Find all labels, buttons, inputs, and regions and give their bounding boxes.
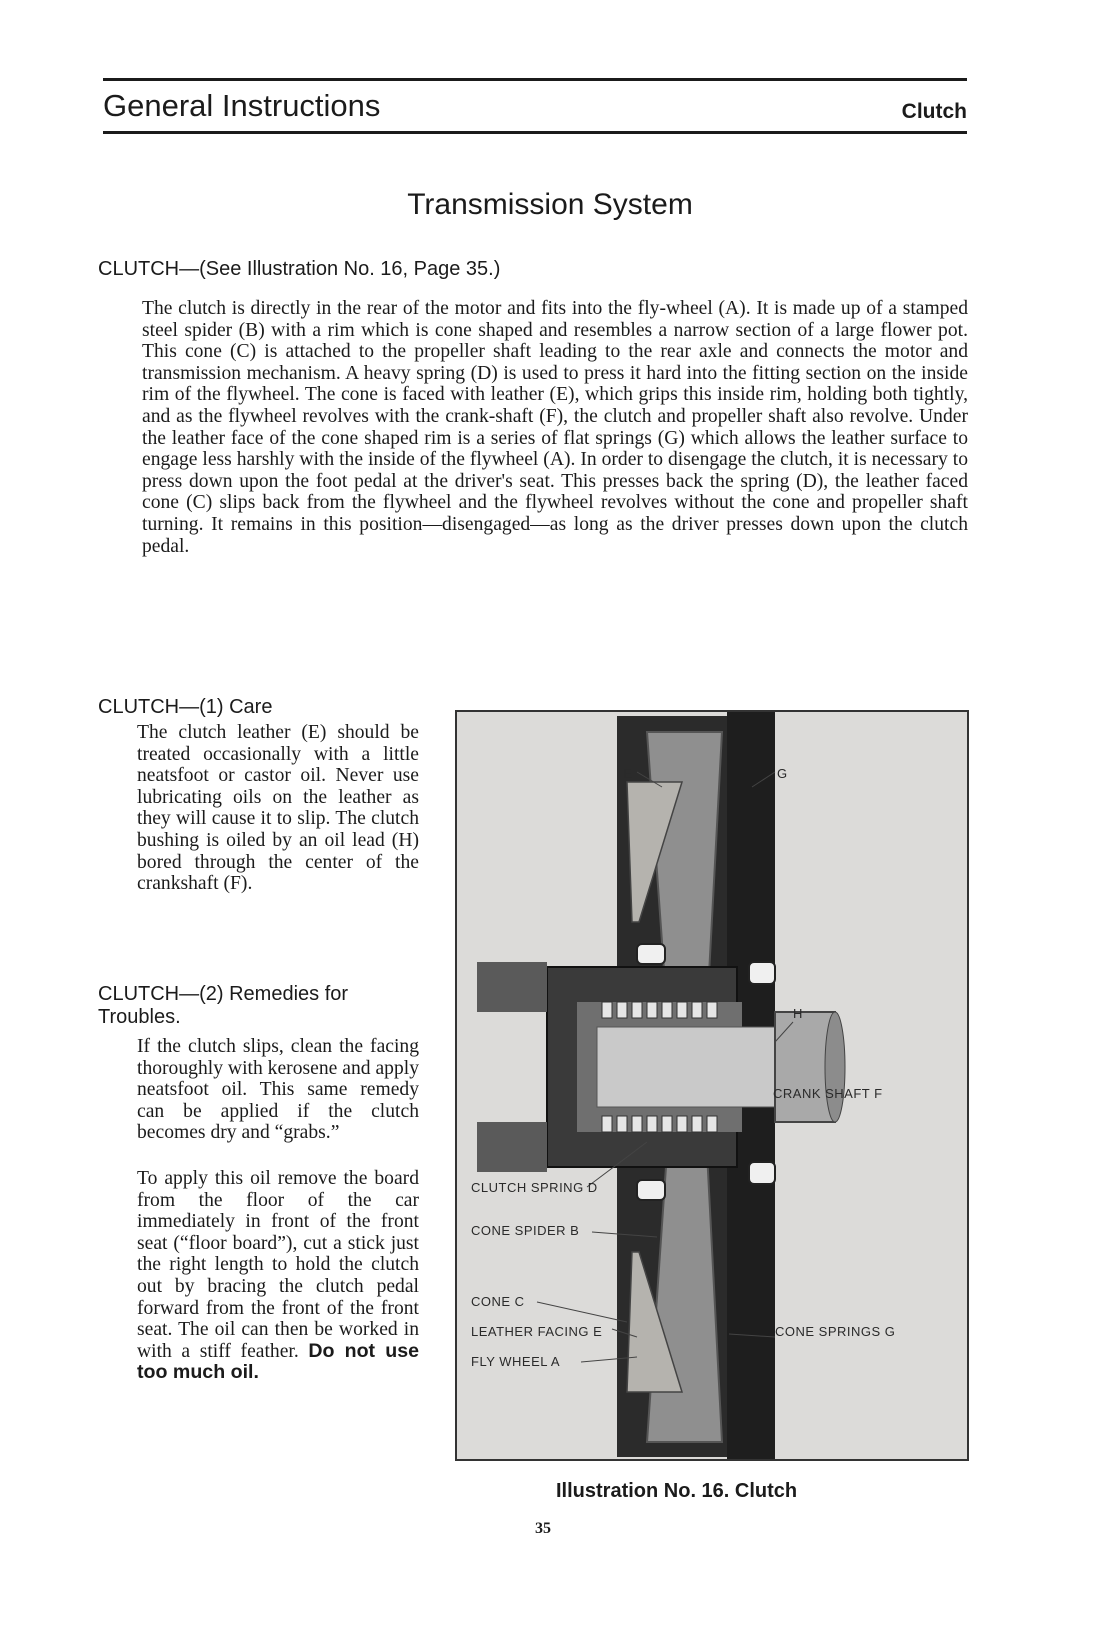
clutch-intro-paragraph: The clutch is directly in the rear of the motor and fits into the fly-wheel (A). It is made up of a stamped steel spider (B) with a rim which is cone shaped and resembles a narrow section of a large flower pot. This cone (C) is attached to the propeller shaft leading to the rear axle and connects the motor and transmission mechanism. A heavy spring (D) is used to press it hard into the fitting section on the inside rim of the flywheel. The cone is faced with leather (E), which grips this inside rim, holding both tightly, and as the flywheel revolves with the crank-shaft (F), the clutch and propeller shaft also revolve. Under the leather face of the cone shaped rim is a series of flat springs (G) which allows the leather surface to engage less harshly with the inside of the flywheel (A). In order to disengage the clutch, it is necessary to press down upon the foot pedal at the driver's seat. This presses back the spring (D), the leather faced cone (C) slips back from the flywheel and the flywheel revolves without the cone and propeller shaft turning. It remains in this position—disengaged—as long as the driver presses down upon the clutch pedal.	[142, 298, 968, 557]
figure-caption: Illustration No. 16. Clutch	[556, 1480, 798, 1502]
header-top-rule	[103, 78, 967, 81]
care-paragraph: The clutch leather (E) should be treated occasionally with a little neatsfoot or castor oil. Never use lubricating oils on the leather as they will cause it to slip. The clutch bushing is oiled by an oil lead (H) bored through the center of the crankshaft (F).	[137, 722, 419, 895]
label-crankshaft: CRANK SHAFT F	[773, 1086, 883, 1101]
remedies-heading: CLUTCH—(2) Remedies for Troubles.	[98, 983, 349, 1028]
clutch-diagram	[457, 712, 967, 1459]
label-cone: CONE C	[471, 1294, 525, 1309]
remedies-warning: Do not use too much oil.	[137, 1339, 419, 1384]
remedies-paragraph-2-text: To apply this oil remove the board from the floor of the car immediately in front of the front seat (“floor board”), cut a stick just the right length to hold the clutch out by bracing the clutch pedal forward from the front of the front seat. The oil can then be worked in with a stiff feather.	[137, 1168, 419, 1362]
label-e: E	[623, 766, 633, 781]
label-g: G	[777, 766, 788, 781]
running-head-section: Clutch	[901, 100, 967, 123]
clutch-intro-heading: CLUTCH—(See Illustration No. 16, Page 35.)	[98, 258, 501, 280]
label-cone-spider: CONE SPIDER B	[471, 1223, 580, 1238]
label-h: H	[793, 1006, 803, 1021]
remedies-paragraph-1: If the clutch slips, clean the facing thoroughly with kerosene and apply neatsfoot oil. This same remedy can be applied if the clutch becomes dry and “grabs.”	[137, 1036, 419, 1144]
propeller-shaft	[597, 1027, 782, 1107]
label-cone-springs: CONE SPRINGS G	[775, 1324, 896, 1339]
crankshaft-end	[825, 1012, 845, 1122]
label-leather-facing: LEATHER FACING E	[471, 1324, 603, 1339]
care-heading: CLUTCH—(1) Care	[98, 696, 273, 718]
page-title: Transmission System	[407, 188, 693, 221]
page-number: 35	[535, 1520, 551, 1537]
header-bottom-rule	[103, 131, 967, 134]
running-head-title: General Instructions	[103, 88, 381, 123]
flange-upper	[477, 962, 547, 1012]
label-clutch-spring: CLUTCH SPRING D	[471, 1180, 598, 1195]
label-flywheel: FLY WHEEL A	[471, 1354, 561, 1369]
remedies-paragraph-2	[137, 1168, 419, 1384]
flange-lower	[477, 1122, 547, 1172]
clutch-illustration	[455, 710, 969, 1461]
